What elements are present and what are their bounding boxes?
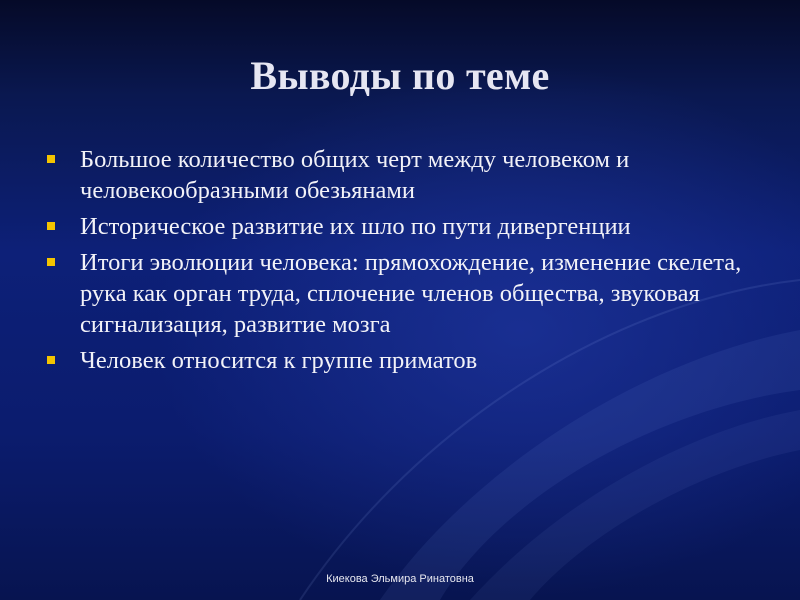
bullet-text: Большое количество общих черт между человеком и человекообразными обезьянами [80, 146, 630, 204]
bullet-item [44, 247, 754, 340]
bullet-list [44, 144, 754, 381]
bullet-item [44, 211, 754, 242]
bullet-item [44, 345, 754, 376]
square-bullet-icon [47, 258, 55, 266]
bullet-text: Человек относится к группе приматов [80, 347, 478, 374]
bullet-text: Итоги эволюции человека: прямохождение, изменение скелета, рука как орган труда, сплочение членов общества, звуковая сигнализация, развитие мозга [80, 249, 742, 338]
footer-author: Киекова Эльмира Ринатовна [326, 573, 474, 585]
square-bullet-icon [47, 222, 55, 230]
square-bullet-icon [47, 155, 55, 163]
bullet-item [44, 144, 754, 206]
bullet-text: Историческое развитие их шло по пути дивергенции [80, 213, 631, 240]
square-bullet-icon [47, 356, 55, 364]
slide-title: Выводы по теме [250, 53, 550, 98]
